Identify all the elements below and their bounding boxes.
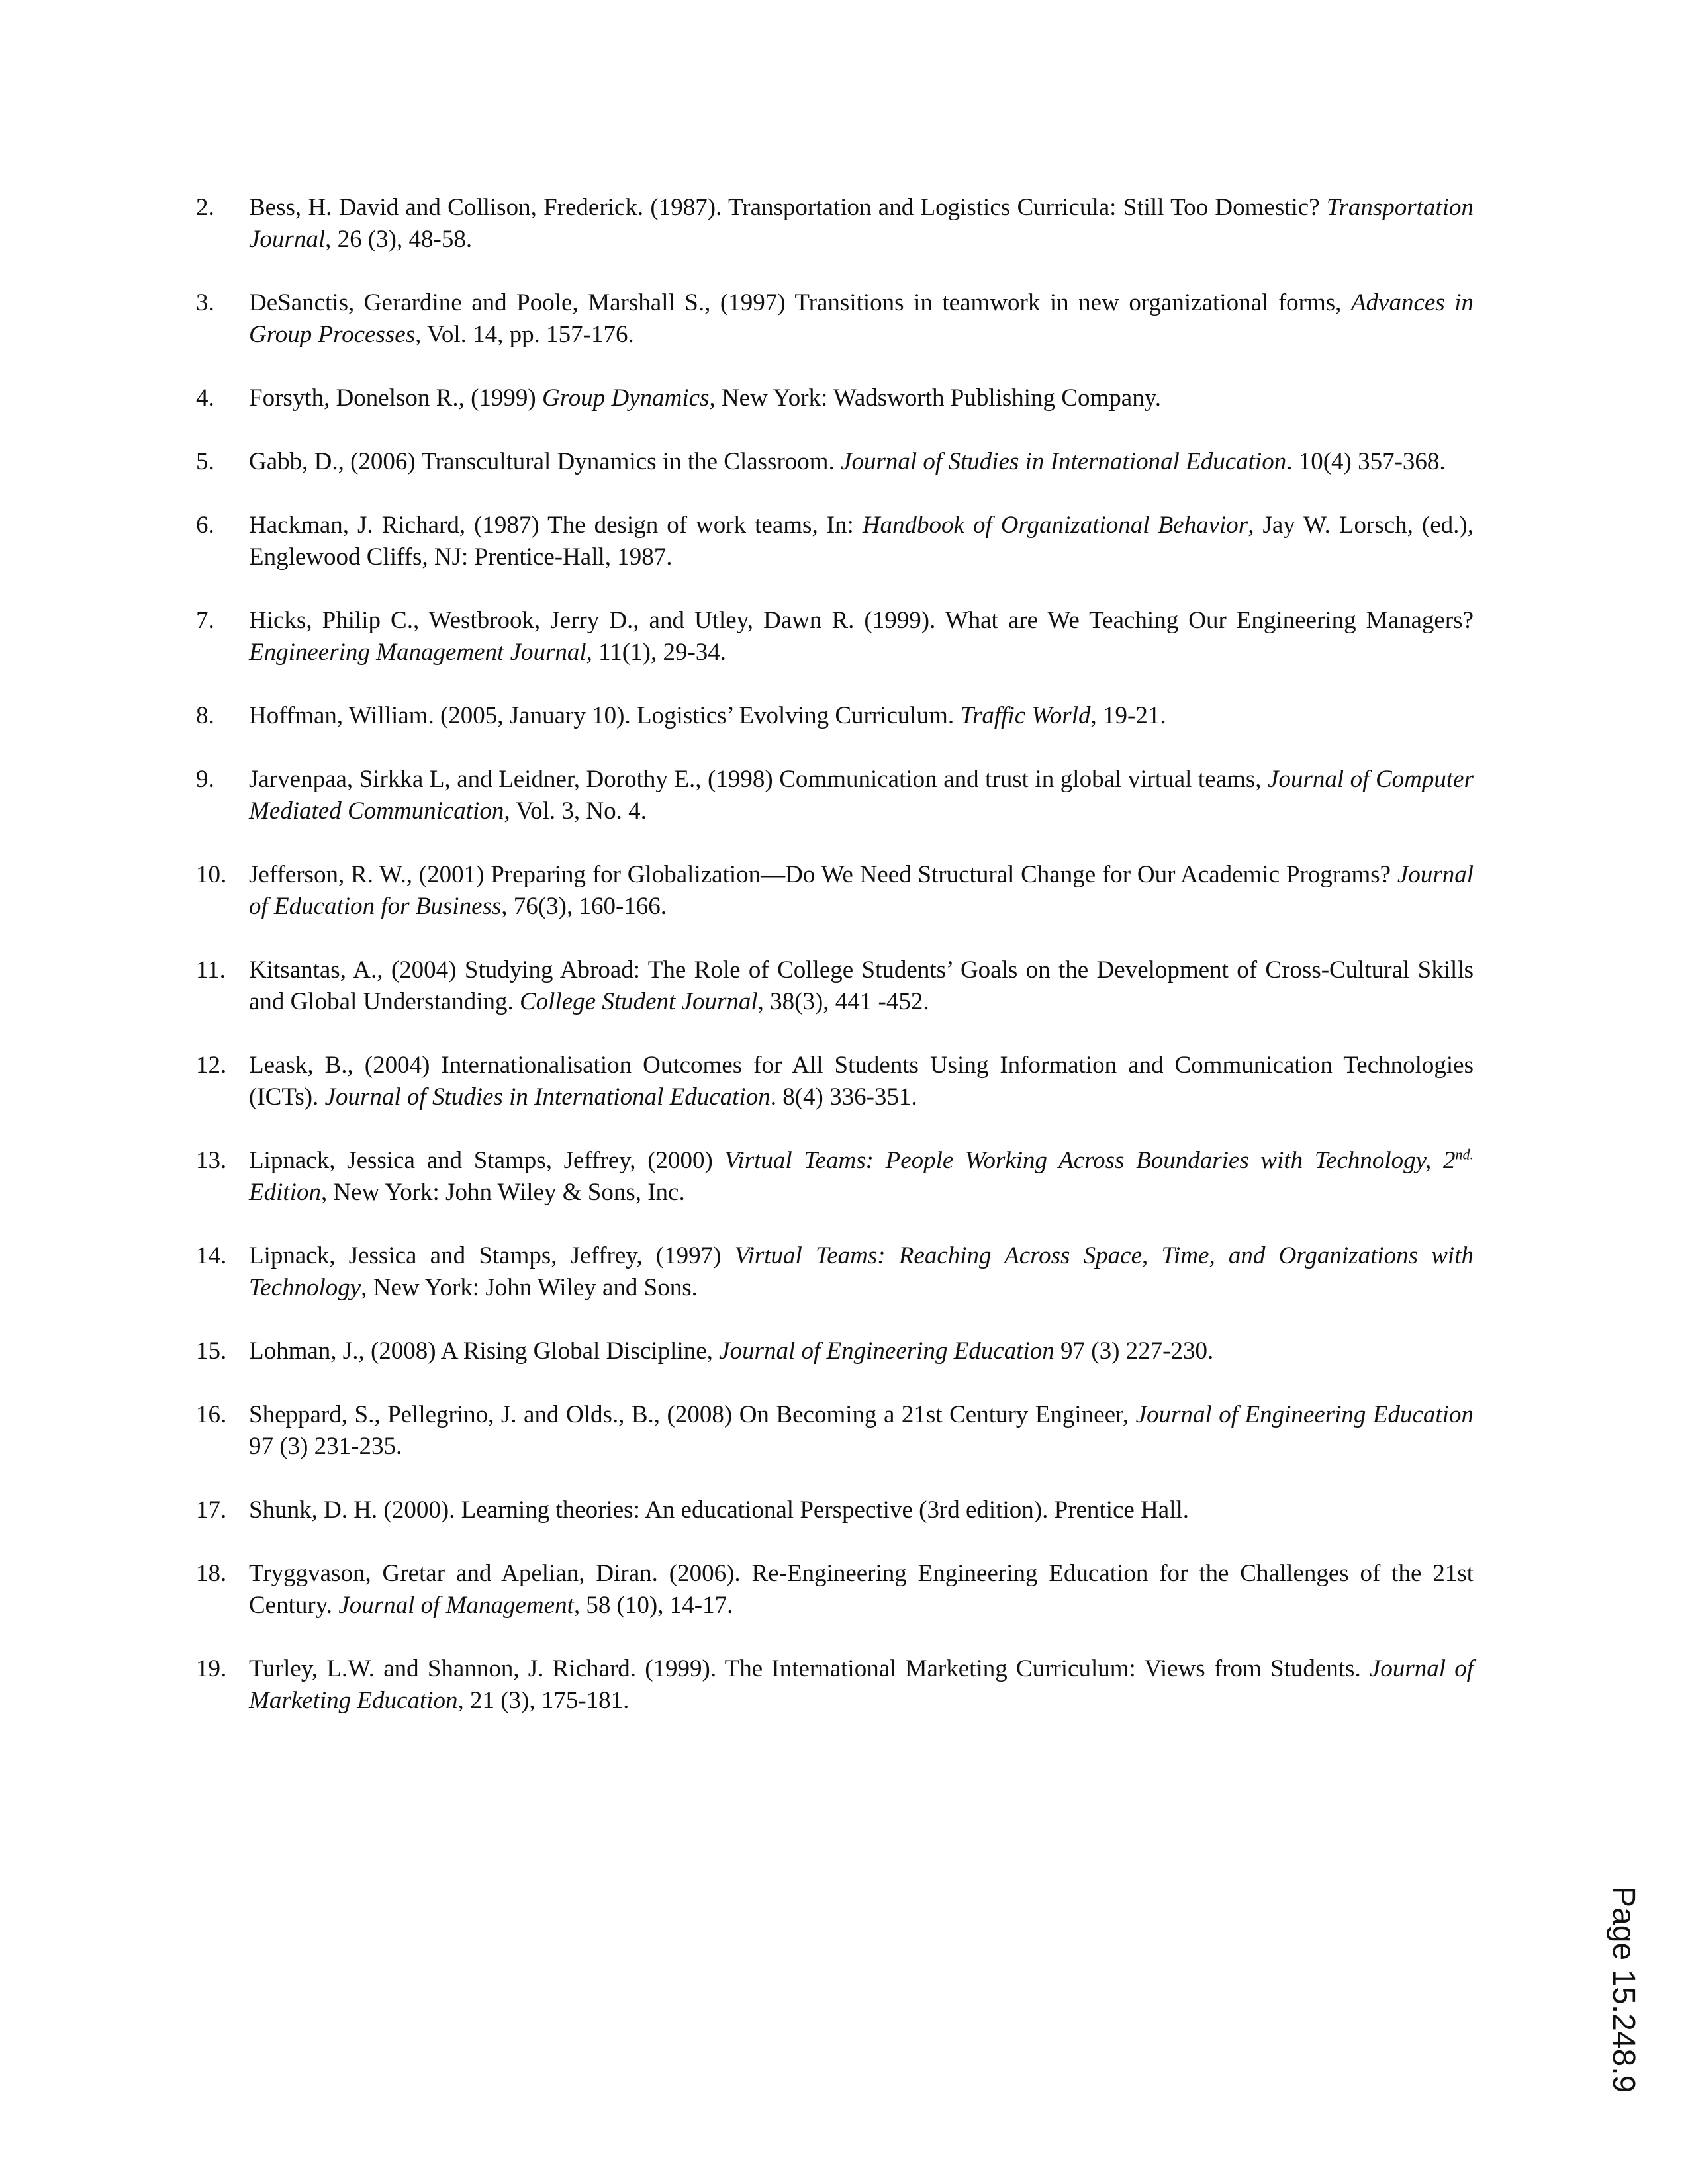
reference-text (249, 956, 1474, 1015)
reference-item (196, 1653, 1474, 1717)
reference-text (249, 289, 1474, 348)
reference-text (249, 1242, 1474, 1301)
reference-segment: 11(1), 29-34. (592, 639, 727, 666)
reference-number: 10. (196, 861, 227, 888)
reference-text (249, 512, 1474, 570)
italic-title: Handbook of Organizational Behavior (862, 512, 1248, 539)
reference-item (196, 764, 1474, 827)
reference-item (196, 1494, 1474, 1526)
reference-item (196, 700, 1474, 732)
reference-item (196, 287, 1474, 351)
reference-segment: Turley, L.W. and Shannon, J. Richard. (1999). The International Marketing Curriculum: Views from Students. (249, 1655, 1370, 1682)
reference-number: 5. (196, 448, 214, 475)
reference-text (249, 1655, 1474, 1714)
italic-title: Journal of Marketing Education, (249, 1655, 1474, 1714)
reference-number: 12. (196, 1052, 227, 1079)
reference-text (249, 702, 1166, 729)
reference-segment: Shunk, D. H. (2000). Learning theories: An educational Perspective (3rd edition). Prentice Hall. (249, 1496, 1190, 1524)
reference-number: 18. (196, 1560, 227, 1587)
italic-title: Journal of Studies in International Education (324, 1083, 771, 1111)
reference-segment: Hackman, J. Richard, (1987) The design of work teams, In: (249, 512, 863, 539)
reference-segment: , Vol. 3, No. 4. (504, 797, 647, 825)
reference-item (196, 1145, 1474, 1208)
reference-segment: 97 (3) 231-235. (249, 1433, 402, 1460)
reference-number: 8. (196, 702, 214, 729)
reference-number: 14. (196, 1242, 227, 1269)
reference-text (249, 1147, 1474, 1206)
reference-segment: . 8(4) 336-351. (770, 1083, 917, 1111)
reference-segment: , New York: John Wiley & Sons, Inc. (320, 1179, 685, 1206)
reference-text (249, 1401, 1474, 1460)
reference-number: 3. (196, 289, 214, 316)
reference-segment: Hicks, Philip C., Westbrook, Jerry D., and Utley, Dawn R. (1999). What are We Teaching Our Engineering Managers? (249, 607, 1474, 634)
reference-segment: , New York: Wadsworth Publishing Company. (709, 385, 1162, 412)
page-number-label: Page 15.248.9 (1606, 1886, 1641, 2093)
reference-segment: Lipnack, Jessica and Stamps, Jeffrey, (1997) (249, 1242, 735, 1269)
reference-text (249, 385, 1161, 412)
reference-item (196, 383, 1474, 414)
reference-segment: Hoffman, William. (2005, January 10). Logistics’ Evolving Curriculum. (249, 702, 961, 729)
reference-item (196, 192, 1474, 255)
reference-segment: Sheppard, S., Pellegrino, J. and Olds., B., (2008) On Becoming a 21st Century Engineer, (249, 1401, 1136, 1428)
italic-title: College Student Journal (519, 988, 758, 1015)
reference-number: 2. (196, 194, 214, 221)
reference-number: 15. (196, 1338, 227, 1365)
reference-number: 9. (196, 766, 214, 793)
italic-title: Edition (249, 1179, 321, 1206)
italic-title: Journal of Engineering Education (719, 1338, 1055, 1365)
reference-segment: 58 (10), 14-17. (580, 1592, 733, 1619)
reference-number: 4. (196, 385, 214, 412)
reference-segment: Leask, B., (2004) Internationalisation Outcomes for All Students Using Information and Communication Technologies (ICTs). (249, 1052, 1474, 1111)
italic-title: Engineering Management Journal, (249, 639, 592, 666)
italic-title: Journal of Management, (338, 1592, 581, 1619)
reference-segment: , New York: John Wiley and Sons. (361, 1274, 698, 1301)
italic-title: Journal of Engineering Education (1135, 1401, 1474, 1428)
reference-item (196, 446, 1474, 478)
reference-number: 6. (196, 512, 214, 539)
reference-segment: 19-21. (1096, 702, 1166, 729)
reference-item (196, 1399, 1474, 1463)
italic-title: Journal of Computer Mediated Communication (249, 766, 1474, 825)
italic-title: Virtual Teams: Reaching Across Space, Time, and Organizations with Technology (249, 1242, 1474, 1301)
reference-number: 16. (196, 1401, 227, 1428)
reference-segment: Kitsantas, A., (2004) Studying Abroad: The Role of College Students’ Goals on the Development of Cross-Cultural Skills and Global Understanding. (249, 956, 1474, 1015)
reference-text (249, 1496, 1189, 1524)
reference-number: 19. (196, 1655, 227, 1682)
reference-item (196, 605, 1474, 668)
reference-segment: Forsyth, Donelson R., (1999) (249, 385, 542, 412)
reference-segment: . 10(4) 357-368. (1286, 448, 1446, 475)
italic-title: Journal of Studies in International Education (841, 448, 1287, 475)
reference-item (196, 954, 1474, 1018)
reference-text (249, 861, 1474, 920)
reference-segment: 97 (3) 227-230. (1054, 1338, 1214, 1365)
reference-item (196, 1050, 1474, 1113)
reference-segment: Gabb, D., (2006) Transcultural Dynamics in the Classroom. (249, 448, 841, 475)
reference-text (249, 1560, 1474, 1619)
reference-segment: Bess, H. David and Collison, Frederick. (1987). Transportation and Logistics Curricula: Still Too Domestic? (249, 194, 1327, 221)
reference-segment: Jarvenpaa, Sirkka L, and Leidner, Dorothy E., (1998) Communication and trust in global virtual teams, (249, 766, 1268, 793)
reference-text (249, 194, 1474, 253)
reference-text (249, 1052, 1474, 1111)
reference-item (196, 1558, 1474, 1621)
reference-segment: , 38(3), 441 -452. (757, 988, 929, 1015)
reference-segment: , Jay W. Lorsch, (ed.), Englewood Cliffs, NJ: Prentice-Hall, 1987. (249, 512, 1474, 570)
reference-number: 7. (196, 607, 214, 634)
reference-segment: , 26 (3), 48-58. (325, 226, 473, 253)
reference-text (249, 448, 1446, 475)
superscript-text: nd. (1455, 1146, 1474, 1163)
reference-segment: Lipnack, Jessica and Stamps, Jeffrey, (2000) (249, 1147, 725, 1174)
reference-text (249, 766, 1474, 825)
reference-segment: , 76(3), 160-166. (501, 893, 667, 920)
reference-number: 13. (196, 1147, 227, 1174)
reference-item (196, 510, 1474, 573)
italic-title: Group Dynamics (541, 385, 710, 412)
reference-segment: DeSanctis, Gerardine and Poole, Marshall S., (1997) Transitions in teamwork in new organizational forms, (249, 289, 1351, 316)
reference-segment: , Vol. 14, pp. 157-176. (415, 321, 634, 348)
reference-number: 17. (196, 1496, 227, 1524)
reference-item (196, 1240, 1474, 1304)
reference-list (196, 192, 1474, 1749)
reference-number: 11. (196, 956, 226, 983)
reference-item (196, 859, 1474, 923)
italic-title: Journal of Education for Business (249, 861, 1474, 920)
reference-segment: 21 (3), 175-181. (463, 1687, 630, 1714)
reference-segment: Tryggvason, Gretar and Apelian, Diran. (2006). Re-Engineering Engineering Education for the Challenges of the 21st Century. (249, 1560, 1474, 1619)
italic-title: Traffic World, (960, 702, 1097, 729)
reference-text (249, 1338, 1213, 1365)
italic-title: Advances in Group Processes (249, 289, 1474, 348)
reference-text (249, 607, 1474, 666)
italic-title: Virtual Teams: People Working Across Boundaries with Technology, 2 (724, 1147, 1456, 1174)
reference-segment: Jefferson, R. W., (2001) Preparing for Globalization—Do We Need Structural Change for Our Academic Programs? (249, 861, 1397, 888)
reference-item (196, 1336, 1474, 1367)
reference-segment: Lohman, J., (2008) A Rising Global Discipline, (249, 1338, 720, 1365)
italic-title: Transportation Journal (249, 194, 1474, 253)
